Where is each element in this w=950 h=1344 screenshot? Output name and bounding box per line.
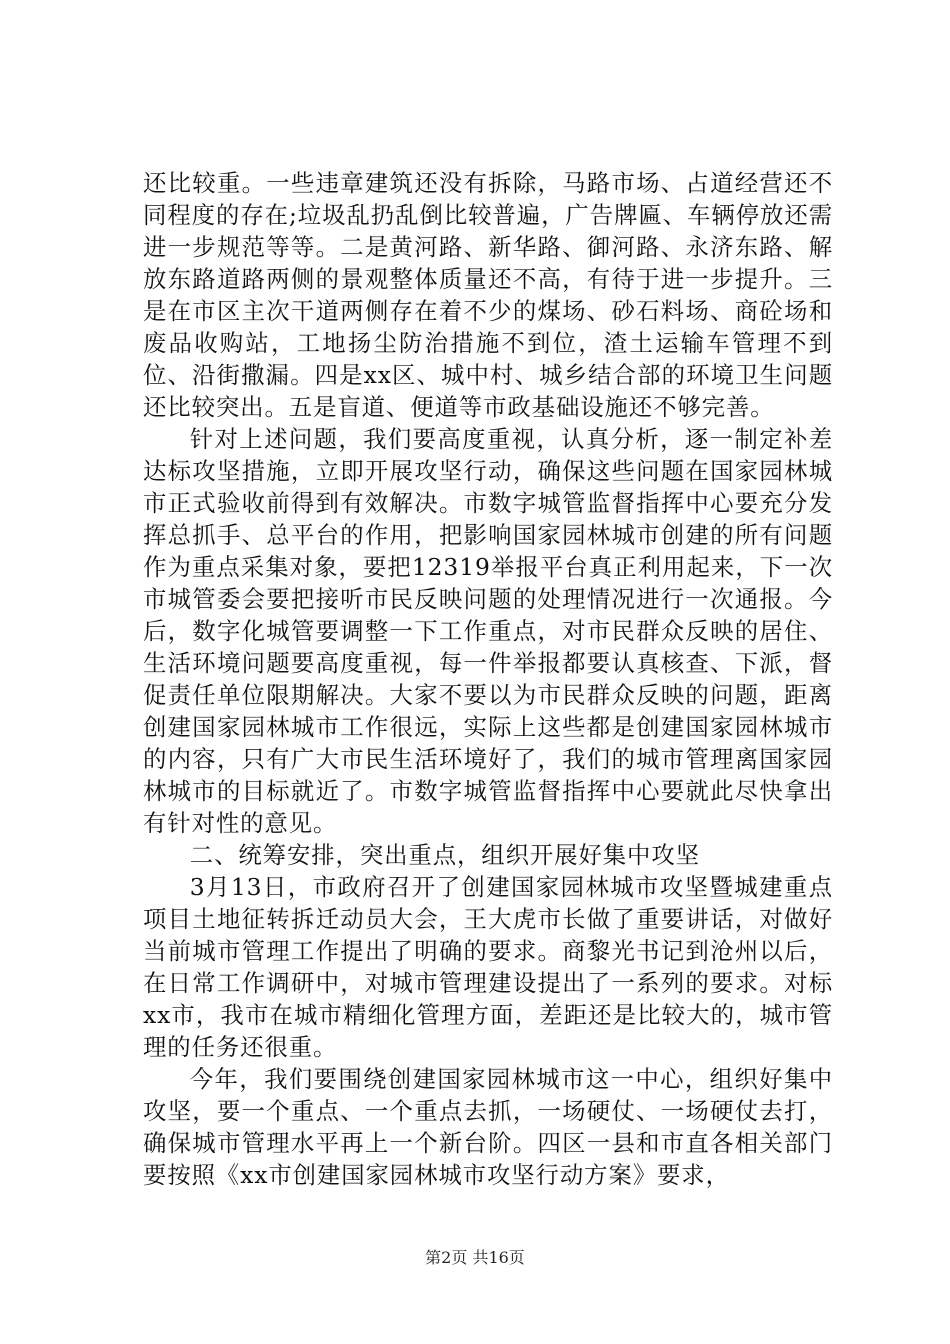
paragraph: 针对上述问题，我们要高度重视，认真分析，逐一制定补差达标攻坚措施，立即开展攻坚行动，确保这些问题在国家园林城市正式验收前得到有效解决。市数字城管监督指挥中心要充分发挥总抓手、总平台的作用，把影响国家园林城市创建的所有问题作为重点采集对象，要把12319举报平台真正利用起来，下一次市城管委会要把接听市民反映问题的处理情况进行一次通报。今后，数字化城管要调整一下工作重点，对市民群众反映的居住、生活环境问题要高度重视，每一件举报都要认真核查、下派，督促责任单位限期解决。大家不要以为市民群众反映的问题，距离创建国家园林城市工作很远，实际上这些都是创建国家园林城市的内容，只有广大市民生活环境好了，我们的城市管理离国家园林城市的目标就近了。市数字城管监督指挥中心要就此尽快拿出有针对性的意见。: [143, 425, 833, 837]
paragraph-continued: 还比较重。一些违章建筑还没有拆除，马路市场、占道经营还不同程度的存在;垃圾乱扔乱倒比较普遍，广告牌匾、车辆停放还需进一步规范等等。二是黄河路、新华路、御河路、永济东路、解放东路道路两侧的景观整体质量还不高，有待于进一步提升。三是在市区主次干道两侧存在着不少的煤场、砂石料场、商砼场和废品收购站，工地扬尘防治措施不到位，渣土运输车管理不到位、沿街撒漏。四是xx区、城中村、城乡结合部的环境卫生问题还比较突出。五是盲道、便道等市政基础设施还不够完善。: [143, 169, 833, 421]
section-heading: 二、统筹安排，突出重点，组织开展好集中攻坚: [189, 841, 700, 869]
page-number-footer: 第2页 共16页: [425, 1248, 525, 1267]
paragraph: 今年，我们要围绕创建国家园林城市这一中心，组织好集中攻坚，要一个重点、一个重点去抓，一场硬仗、一场硬仗去打，确保城市管理水平再上一个新台阶。四区一县和市直各相关部门要按照《xx市创建国家园林城市攻坚行动方案》要求，: [143, 1065, 833, 1189]
paragraph: 3月13日，市政府召开了创建国家园林城市攻坚暨城建重点项目土地征转拆迁动员大会，王大虎市长做了重要讲话，对做好当前城市管理工作提出了明确的要求。商黎光书记到沧州以后，在日常工作调研中，对城市管理建设提出了一系列的要求。对标xx市，我市在城市精细化管理方面，差距还是比较大的，城市管理的任务还很重。: [143, 873, 833, 1061]
document-body: [143, 167, 833, 1191]
